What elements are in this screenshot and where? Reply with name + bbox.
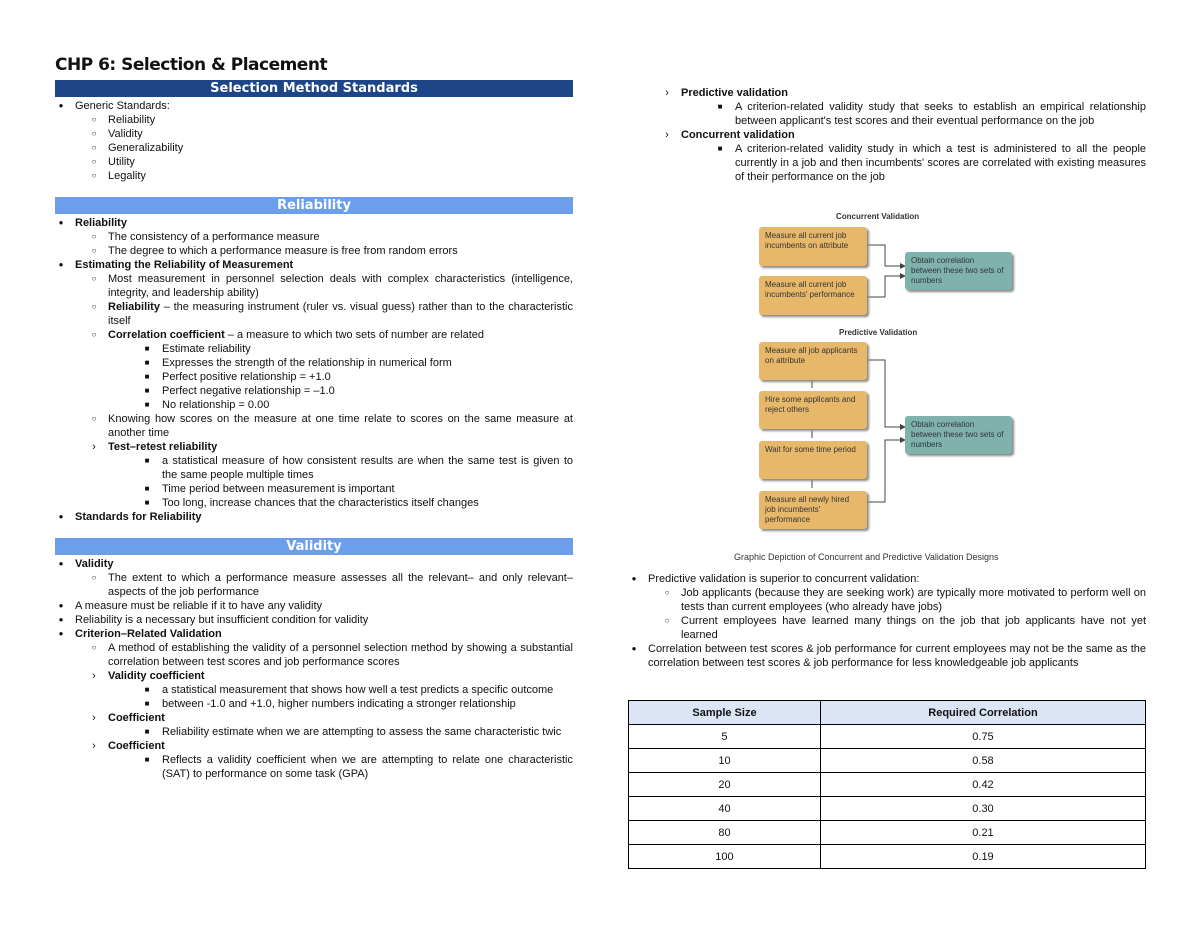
list-item bbox=[55, 398, 573, 412]
right-column bbox=[628, 86, 1146, 184]
bullet-icon: ○ bbox=[91, 171, 97, 180]
item-text: A measure must be reliable if it to have any validity bbox=[75, 600, 323, 612]
item-bold-text: Predictive validation bbox=[681, 87, 788, 99]
item-bold-text: Correlation coefficient bbox=[108, 329, 225, 341]
item-text: Estimate reliability bbox=[162, 343, 251, 355]
table-cell: 40 bbox=[629, 797, 821, 821]
bullet-icon: ○ bbox=[91, 157, 97, 166]
item-text: Correlation between test scores & job performance for current employees may not be the same as the correlation between test scores & job performance for less knowledgeable job applicants bbox=[648, 643, 1146, 669]
column-header: Required Correlation bbox=[820, 701, 1145, 725]
list-item bbox=[55, 557, 573, 571]
table-row bbox=[629, 725, 1146, 749]
bullet-icon: ● bbox=[58, 260, 64, 269]
table-body bbox=[629, 725, 1146, 869]
list-item bbox=[55, 141, 573, 155]
list-item bbox=[55, 412, 573, 440]
bullet-icon: ○ bbox=[91, 643, 97, 652]
bullet-icon: ● bbox=[631, 644, 637, 653]
list-item bbox=[55, 258, 573, 272]
list-item bbox=[55, 127, 573, 141]
item-text: a statistical measure of how consistent results are when the same test is given to the same people multiple times bbox=[162, 455, 573, 481]
bullet-icon: ○ bbox=[91, 232, 97, 241]
list-item bbox=[55, 230, 573, 244]
item-text: a statistical measurement that shows how well a test predicts a specific outcome bbox=[162, 684, 554, 696]
bullet-icon: ■ bbox=[717, 144, 723, 153]
item-bold-text: Estimating the Reliability of Measurement bbox=[75, 259, 294, 271]
predictive-step-4: Measure all newly hired job incumbents' performance bbox=[759, 491, 867, 529]
list-item bbox=[55, 725, 573, 739]
table-cell: 5 bbox=[629, 725, 821, 749]
arrow-bullet-icon: › bbox=[92, 670, 96, 682]
spacer bbox=[55, 524, 573, 538]
table-cell: 0.30 bbox=[820, 797, 1145, 821]
list-item bbox=[55, 155, 573, 169]
list-item bbox=[55, 300, 573, 328]
list-item bbox=[55, 328, 573, 342]
list-item bbox=[628, 86, 1146, 100]
bullet-icon: ■ bbox=[144, 685, 150, 694]
list-item bbox=[55, 440, 573, 454]
right-notes-bottom bbox=[628, 572, 1146, 670]
bullet-icon: ■ bbox=[717, 102, 723, 111]
spacer bbox=[55, 183, 573, 197]
item-text: Perfect negative relationship = –1.0 bbox=[162, 385, 335, 397]
item-text: Legality bbox=[108, 170, 146, 182]
item-text: A criterion-related validity study that seeks to establish an empirical relationship between applicant's test scores and their eventual performance on the job bbox=[735, 101, 1146, 127]
bullet-icon: ■ bbox=[144, 498, 150, 507]
left-column bbox=[55, 55, 573, 781]
predictive-step-2: Hire some applicants and reject others bbox=[759, 391, 867, 429]
arrow-bullet-icon: › bbox=[92, 740, 96, 752]
item-text: Reliability bbox=[108, 114, 156, 126]
item-bold-text: Reliability bbox=[108, 301, 160, 313]
predictive-validation-title: Predictive Validation bbox=[839, 328, 918, 337]
right-notes-top bbox=[628, 86, 1146, 184]
list-item bbox=[628, 572, 1146, 586]
item-text: Expresses the strength of the relationship in numerical form bbox=[162, 357, 452, 369]
page-title: CHP 6: Selection & Placement bbox=[55, 55, 328, 75]
item-bold-text: Coefficient bbox=[108, 712, 165, 724]
table-row bbox=[629, 821, 1146, 845]
bullet-icon: ■ bbox=[144, 358, 150, 367]
list-item bbox=[55, 342, 573, 356]
list-item bbox=[55, 599, 573, 613]
item-text: between -1.0 and +1.0, higher numbers indicating a stronger relationship bbox=[162, 698, 516, 710]
arrow-bullet-icon: › bbox=[665, 87, 669, 99]
table-cell: 80 bbox=[629, 821, 821, 845]
item-text: No relationship = 0.00 bbox=[162, 399, 270, 411]
arrow-bullet-icon: › bbox=[665, 129, 669, 141]
list-item bbox=[55, 571, 573, 599]
item-text: The degree to which a performance measure is free from random errors bbox=[108, 245, 458, 257]
bullet-icon: ● bbox=[58, 601, 64, 610]
item-text: – a measure to which two sets of number are related bbox=[224, 329, 484, 341]
table-cell: 0.58 bbox=[820, 749, 1145, 773]
bullet-icon: ● bbox=[58, 101, 64, 110]
list-item bbox=[55, 169, 573, 183]
table-cell: 20 bbox=[629, 773, 821, 797]
table-cell: 0.21 bbox=[820, 821, 1145, 845]
table-row bbox=[629, 845, 1146, 869]
list-item bbox=[55, 384, 573, 398]
list-item bbox=[55, 697, 573, 711]
bullet-icon: ○ bbox=[91, 573, 97, 582]
validation-diagram bbox=[720, 205, 1060, 565]
list-item bbox=[55, 370, 573, 384]
bullet-icon: ○ bbox=[91, 414, 97, 423]
list-item bbox=[55, 711, 573, 725]
table-header-row bbox=[629, 701, 1146, 725]
item-text: – the measuring instrument (ruler vs. visual guess) rather than to the characteristic itself bbox=[108, 301, 573, 327]
bullet-icon: ■ bbox=[144, 400, 150, 409]
item-text: Predictive validation is superior to concurrent validation: bbox=[648, 573, 920, 585]
item-text: Knowing how scores on the measure at one time relate to scores on the same measure at another time bbox=[108, 413, 573, 439]
item-bold-text: Test–retest reliability bbox=[108, 441, 218, 453]
list-item bbox=[628, 128, 1146, 142]
list-item bbox=[55, 356, 573, 370]
list-item bbox=[55, 627, 573, 641]
item-text: Generalizability bbox=[108, 142, 184, 154]
list-item bbox=[55, 216, 573, 230]
section-header: Validity bbox=[55, 538, 573, 555]
bullet-icon: ○ bbox=[91, 302, 97, 311]
item-text: A criterion-related validity study in which a test is administered to all the people currently in a job and then incumbents' scores are correlated with existing measures of their performance on the job bbox=[735, 143, 1146, 183]
bullet-icon: ○ bbox=[664, 616, 670, 625]
bullet-icon: ■ bbox=[144, 699, 150, 708]
table-cell: 100 bbox=[629, 845, 821, 869]
list-item bbox=[55, 739, 573, 753]
bullet-icon: ○ bbox=[91, 274, 97, 283]
table-row bbox=[629, 749, 1146, 773]
bullet-icon: ○ bbox=[91, 246, 97, 255]
arrow-bullet-icon: › bbox=[92, 441, 96, 453]
item-text: Too long, increase chances that the characteristics itself changes bbox=[162, 497, 479, 509]
list-item bbox=[55, 683, 573, 697]
list-item bbox=[628, 642, 1146, 670]
list-item bbox=[55, 244, 573, 258]
bullet-icon: ● bbox=[58, 559, 64, 568]
item-bold-text: Concurrent validation bbox=[681, 129, 795, 141]
bullet-icon: ■ bbox=[144, 755, 150, 764]
item-text: Reliability estimate when we are attempting to assess the same characteristic twic bbox=[162, 726, 562, 738]
list-item bbox=[55, 482, 573, 496]
list-item bbox=[55, 753, 573, 781]
bullet-icon: ○ bbox=[664, 588, 670, 597]
predictive-result: Obtain correlation between these two sets of numbers bbox=[905, 416, 1012, 454]
list-item bbox=[55, 669, 573, 683]
list-item bbox=[55, 510, 573, 524]
concurrent-result: Obtain correlation between these two sets of numbers bbox=[905, 252, 1012, 290]
item-text: The consistency of a performance measure bbox=[108, 231, 320, 243]
list-item bbox=[55, 454, 573, 482]
list-item bbox=[628, 100, 1146, 128]
item-text: Perfect positive relationship = +1.0 bbox=[162, 371, 331, 383]
item-bold-text: Validity bbox=[75, 558, 114, 570]
concurrent-step-2: Measure all current job incumbents' performance bbox=[759, 276, 867, 315]
item-text: A method of establishing the validity of a personnel selection method by showing a substantial correlation between test scores and job performance scores bbox=[108, 642, 573, 668]
item-text: Generic Standards: bbox=[75, 100, 170, 112]
bullet-icon: ■ bbox=[144, 372, 150, 381]
table-cell: 10 bbox=[629, 749, 821, 773]
list-item bbox=[628, 142, 1146, 184]
table-row bbox=[629, 773, 1146, 797]
list-item bbox=[628, 586, 1146, 614]
bullet-icon: ■ bbox=[144, 456, 150, 465]
bullet-icon: ■ bbox=[144, 386, 150, 395]
table-cell: 0.42 bbox=[820, 773, 1145, 797]
concurrent-validation-title: Concurrent Validation bbox=[836, 212, 920, 221]
predictive-step-1: Measure all job applicants on attribute bbox=[759, 342, 867, 380]
list-item bbox=[55, 496, 573, 510]
bullet-icon: ○ bbox=[91, 330, 97, 339]
item-bold-text: Standards for Reliability bbox=[75, 511, 202, 523]
item-text: Most measurement in personnel selection deals with complex characteristics (intelligence, integrity, and leadership ability) bbox=[108, 273, 573, 299]
bullet-icon: ● bbox=[631, 574, 637, 583]
bullet-icon: ● bbox=[58, 615, 64, 624]
predictive-step-3: Wait for some time period bbox=[759, 441, 867, 479]
sample-size-table bbox=[628, 700, 1146, 869]
item-text: Reliability is a necessary but insufficient condition for validity bbox=[75, 614, 369, 626]
table-row bbox=[629, 797, 1146, 821]
item-text: Time period between measurement is important bbox=[162, 483, 395, 495]
list-item bbox=[55, 272, 573, 300]
concurrent-step-1: Measure all current job incumbents on attribute bbox=[759, 227, 867, 266]
bullet-icon: ○ bbox=[91, 115, 97, 124]
table-cell: 0.75 bbox=[820, 725, 1145, 749]
item-text: The extent to which a performance measure assesses all the relevant– and only relevant– aspects of the job performance bbox=[108, 572, 573, 598]
section-header: Reliability bbox=[55, 197, 573, 214]
table-cell: 0.19 bbox=[820, 845, 1145, 869]
bullet-icon: ■ bbox=[144, 484, 150, 493]
item-bold-text: Criterion–Related Validation bbox=[75, 628, 222, 640]
bullet-icon: ● bbox=[58, 218, 64, 227]
left-notes bbox=[55, 80, 573, 781]
column-header: Sample Size bbox=[629, 701, 821, 725]
item-text: Current employees have learned many things on the job that job applicants have not yet learned bbox=[681, 615, 1146, 641]
item-text: Reflects a validity coefficient when we are attempting to relate one characteristic (SAT) to performance on some task (GPA) bbox=[162, 754, 573, 780]
item-text: Utility bbox=[108, 156, 135, 168]
list-item bbox=[55, 113, 573, 127]
item-text: Validity bbox=[108, 128, 143, 140]
item-bold-text: Validity coefficient bbox=[108, 670, 205, 682]
bullet-icon: ○ bbox=[91, 143, 97, 152]
diagram-caption: Graphic Depiction of Concurrent and Predictive Validation Designs bbox=[734, 552, 999, 562]
section-header: Selection Method Standards bbox=[55, 80, 573, 97]
list-item bbox=[55, 641, 573, 669]
arrow-bullet-icon: › bbox=[92, 712, 96, 724]
item-bold-text: Coefficient bbox=[108, 740, 165, 752]
bullet-icon: ■ bbox=[144, 727, 150, 736]
list-item bbox=[55, 99, 573, 113]
list-item bbox=[628, 614, 1146, 642]
item-text: Job applicants (because they are seeking work) are typically more motivated to perform well on tests than current employees (who already have jobs) bbox=[681, 587, 1146, 613]
bullet-icon: ● bbox=[58, 629, 64, 638]
bullet-icon: ■ bbox=[144, 344, 150, 353]
bullet-icon: ● bbox=[58, 512, 64, 521]
item-bold-text: Reliability bbox=[75, 217, 127, 229]
bullet-icon: ○ bbox=[91, 129, 97, 138]
list-item bbox=[55, 613, 573, 627]
